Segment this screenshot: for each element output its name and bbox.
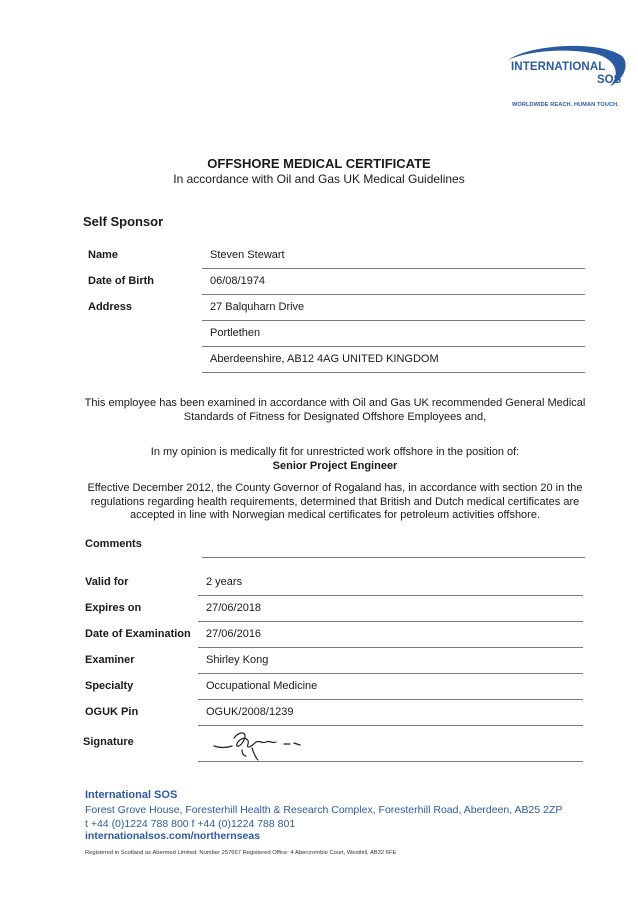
dob-rule [202,294,585,295]
opinion-line: In my opinion is medically fit for unrestricted work offshore in the position of: [150,446,520,458]
oguk-pin-rule [198,725,583,726]
examined-statement [60,397,610,424]
norway-line-2: regulations regarding health requirements, determined that British and Dutch medical certificates are [90,495,580,508]
address-label: Address [88,301,133,313]
footer-phone: t +44 (0)1224 788 800 f +44 (0)1224 788 801 [85,818,296,830]
specialty-label: Specialty [85,680,134,692]
exam-date-value: 27/06/2016 [206,628,262,640]
logo-wordmark-line1: INTERNATIONAL [511,61,606,73]
address-line-1: 27 Balquharn Drive [210,301,305,313]
oguk-pin-label: OGUK Pin [85,706,139,718]
footer-company-name: International SOS [85,789,178,801]
valid-for-rule [198,595,583,596]
norway-statement [60,482,610,523]
footer-address: Forest Grove House, Foresterhill Health & Research Complex, Foresterhill Road, Aberdeen, AB25 2ZP [85,804,563,816]
address-rule-3 [202,372,585,373]
specialty-value: Occupational Medicine [206,680,318,692]
signature-rule [198,761,583,762]
examiner-label: Examiner [85,654,135,666]
expires-label: Expires on [85,602,142,614]
comments-label: Comments [85,538,142,550]
opinion-statement [60,446,610,473]
name-value: Steven Stewart [210,249,285,261]
certificate-title: OFFSHORE MEDICAL CERTIFICATE [207,156,431,171]
exam-date-rule [198,647,583,648]
examined-line-2: Standards of Fitness for Designated Offshore Employees and, [183,410,487,423]
name-label: Name [88,249,118,261]
expires-rule [198,621,583,622]
norway-line-1: Effective December 2012, the County Governor of Rogaland has, in accordance with section 20 in the [87,482,583,494]
examined-line-1: This employee has been examined in accordance with Oil and Gas UK recommended General Medical [84,397,586,409]
position-title: Senior Project Engineer [272,459,398,472]
specialty-rule [198,699,583,700]
examiner-value: Shirley Kong [206,654,269,666]
certificate-subtitle: In accordance with Oil and Gas UK Medical Guidelines [173,172,465,186]
footer-registration: Registered in Scotland as Abermed Limited: Number 257667 Registered Office: 4 Abercrombie Court, Westhill, AB32 6FE [85,850,397,856]
expires-value: 27/06/2018 [206,602,262,614]
examiner-rule [198,673,583,674]
name-rule [202,268,585,269]
address-line-2: Portlethen [210,327,261,339]
oguk-pin-value: OGUK/2008/1239 [206,706,294,718]
footer-website-link[interactable]: internationalsos.com/northernseas [85,830,261,842]
valid-for-value: 2 years [206,576,243,588]
logo-tagline: WORLDWIDE REACH. HUMAN TOUCH. [512,102,619,108]
exam-date-label: Date of Examination [85,628,191,640]
address-rule-2 [202,346,585,347]
dob-label: Date of Birth [88,275,154,287]
valid-for-label: Valid for [85,576,129,588]
norway-line-3: accepted in line with Norwegian medical certificates for petroleum activities offshore. [129,509,541,521]
address-line-3: Aberdeenshire, AB12 4AG UNITED KINGDOM [210,353,439,365]
dob-value: 06/08/1974 [210,275,266,287]
logo-wordmark-line2: SOS [597,74,622,86]
signature-label: Signature [83,736,134,748]
address-rule-1 [202,320,585,321]
comments-rule [202,557,585,558]
sponsor-heading: Self Sponsor [83,214,164,229]
international-sos-logo [500,42,630,114]
handwritten-signature [212,728,302,762]
